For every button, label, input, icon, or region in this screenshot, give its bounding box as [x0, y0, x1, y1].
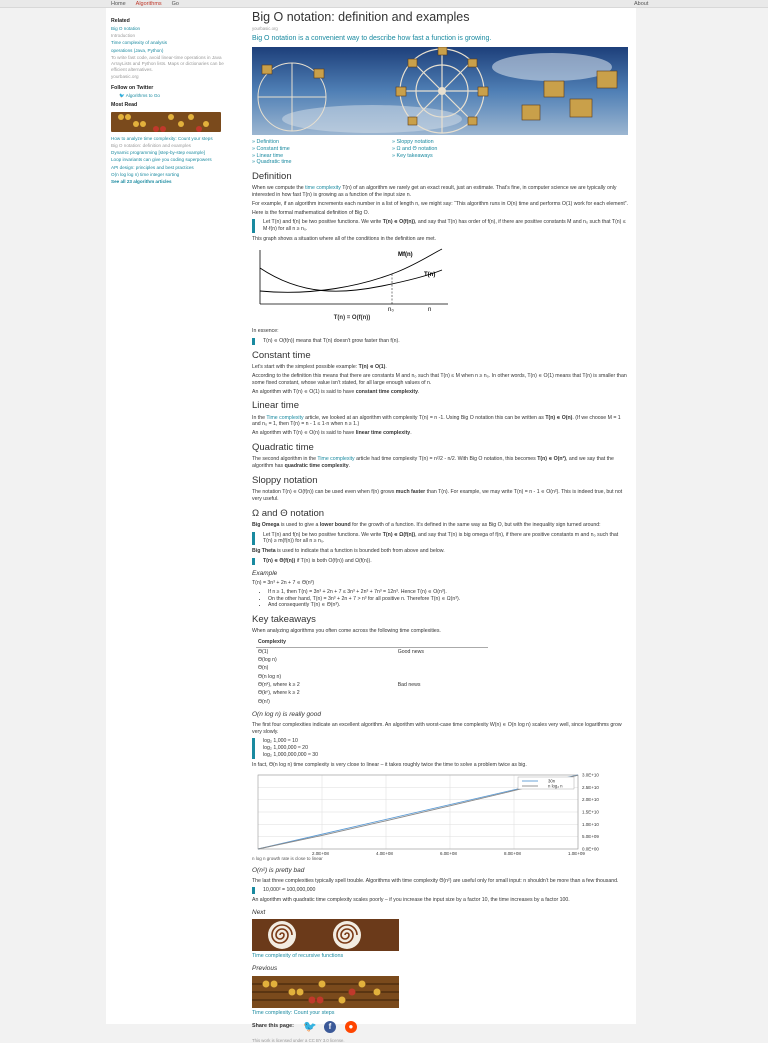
page-title: Big O notation: definition and examples: [252, 10, 470, 24]
table-cell: Bad news: [397, 682, 421, 689]
n2-quote: 10,000² = 100,000,000: [252, 887, 628, 894]
most-read-item[interactable]: Loop invariants can give you coding superpowers: [111, 157, 212, 163]
table-row: [256, 681, 488, 689]
license-text: This work is licensed under a CC BY 3.0 license.: [252, 1037, 345, 1043]
graph-label-t: T(n): [424, 271, 436, 278]
toc-linear-time[interactable]: » Linear time: [252, 152, 284, 159]
y-tick-label: 1.0E+10: [582, 822, 599, 828]
related-item: Introduction: [111, 33, 136, 39]
n2-paragraph-2: An algorithm with quadratic time complexity scales poorly – if you increase the input size by a factor 10, the time increases by a factor 100.: [252, 897, 570, 904]
x-tick-label: 1.0E+09: [568, 851, 585, 857]
table-cell: Θ(n log n): [258, 673, 282, 680]
section-linear-heading: Linear time: [252, 400, 299, 412]
nav-go[interactable]: Go: [171, 1, 179, 7]
related-item: yourbasic.org: [111, 74, 139, 80]
toc-quadratic-time[interactable]: » Quadratic time: [252, 159, 292, 166]
linear-close-paragraph: In fact, Θ(n log n) time complexity is very close to linear – it takes roughly twice the time to solve a problem twice as big.: [252, 761, 527, 768]
follow-heading: Follow on Twitter: [111, 84, 154, 91]
table-cell: [396, 673, 488, 681]
table-of-contents: [252, 139, 628, 166]
x-tick-label: 6.0E+08: [440, 851, 457, 857]
graph-label-mf: Mf(n): [398, 251, 413, 258]
share-label: Share this page:: [252, 1023, 294, 1030]
previous-article-thumbnail[interactable]: [252, 976, 399, 1008]
time-complexity-link-3[interactable]: Time complexity: [317, 456, 355, 463]
related-item[interactable]: operations (Java, Python): [111, 47, 164, 53]
takeaways-paragraph: When analyzing algorithms you often come across the following time complexities.: [252, 628, 441, 635]
table-cell: [396, 698, 488, 706]
legend-label: n log₂ n: [548, 783, 563, 789]
graph-label-n: n: [428, 306, 432, 313]
chart-caption: n log n growth rate is close to linear: [252, 856, 323, 862]
twitter-follow-link[interactable]: [111, 93, 236, 99]
next-article-thumbnail[interactable]: [252, 919, 399, 951]
share-bar: [252, 1021, 628, 1033]
y-tick-label: 5.0E+09: [582, 834, 599, 840]
log-line: log₂ 1,000,000,000 ≈ 30: [263, 751, 319, 758]
example-item: • If n ≥ 1, then T(n) = 3n³ + 2n + 7 ≤ 3n³ + 2n³ + 7n³ = 12n³. Hence T(n) ∊ O(n³).: [268, 589, 628, 596]
omega-paragraph: Big Omega is used to give a lower bound for the growth of a function. It’s defined in the same way as Big O, but with the inequality sign turned around:: [252, 521, 601, 528]
most-read-item: Big O notation: definition and examples: [111, 143, 191, 149]
abacus-thumbnail[interactable]: [111, 112, 221, 132]
table-cell: Good news: [397, 648, 424, 655]
graph-intro: This graph shows a situation where all of the conditions in the definition are met.: [252, 235, 436, 242]
time-complexity-link[interactable]: time complexity: [305, 185, 341, 192]
ferris-wheel-image: [252, 47, 628, 135]
most-read-item[interactable]: How to analyze time complexity: Count your steps: [111, 135, 213, 141]
table-row: [256, 673, 488, 681]
section-omega-theta-heading: Ω and Θ notation: [252, 507, 325, 519]
x-tick-label: 4.0E+08: [376, 851, 393, 857]
constant-paragraph-2: According to the definition this means that there are constants M and n₀ such that T(n) ≤ M when n ≥ n₀. In other words, T(n) ∊ O(1) means that T(n) is smaller than some fixed constant, whose value isn’t stated, for all large enough values of n.: [252, 373, 627, 386]
table-cell: Θ(kⁿ), where k ≥ 2: [258, 690, 300, 697]
x-tick-label: 2.0E+08: [312, 851, 329, 857]
table-row: [256, 690, 488, 698]
linear-paragraph-1: In the Time complexity article, we looked at an algorithm with complexity T(n) = n -1. Using Big O notation this can be written as T(n) ∊ O(n). (If we choose M = 1 and n₀ = 1, then T(n) = n - 1 ≤ 1·n when n ≥ 1.): [252, 414, 621, 428]
nlogn-heading: O(n log n) is really good: [252, 711, 322, 719]
n2-heading: O(n²) is pretty bad: [252, 867, 305, 875]
essence-quote: T(n) ∊ O(f(n)) means that T(n) doesn't grow faster than f(n).: [252, 338, 628, 345]
facebook-share-icon[interactable]: f: [324, 1021, 336, 1033]
complexity-table: [256, 638, 488, 706]
y-tick-label: 1.5E+10: [582, 809, 599, 815]
top-navigation-bar: [0, 0, 768, 8]
toc-sloppy-notation[interactable]: » Sloppy notation: [392, 139, 434, 146]
next-article-link[interactable]: Time complexity of recursive functions: [252, 953, 344, 960]
section-definition-heading: Definition: [252, 171, 292, 183]
example-list: [268, 589, 628, 609]
time-complexity-link-2[interactable]: Time complexity: [266, 414, 304, 421]
table-cell: Θ(log n): [258, 657, 277, 664]
table-cell: Θ(1): [258, 648, 269, 655]
definition-paragraph-3: Here is the formal mathematical definition of Big O.: [252, 209, 370, 216]
quadratic-paragraph: The second algorithm in the Time complexity article had time complexity T(n) = n²/2 - n/2. With Big O notation, this becomes T(n) ∊ O(n²), and we say that the algorithm has quadratic time complexity.: [252, 456, 614, 469]
most-read-heading: Most Read: [111, 101, 138, 108]
essence-paragraph: In essence:: [252, 328, 279, 335]
related-item: To write fast code, avoid linear-time operations in Java ArrayLists and Python lists. Maps or dictionaries can be efficient alternatives.: [111, 54, 224, 73]
table-header: Complexity: [256, 638, 396, 647]
omega-quote: Let T(n) and f(n) be two positive functions. We write T(n) ∊ Ω(f(n)), and say that T(n) is big omega of f(n), if there are positive constants m and n₀ such that T(n) ≥ m(f(n)) for all n ≥ n₀.: [252, 532, 628, 546]
section-takeaways-heading: Key takeaways: [252, 614, 316, 626]
previous-article-link[interactable]: Time complexity: Count your steps: [252, 1009, 335, 1016]
table-cell: [396, 690, 488, 698]
logs-quote: [252, 738, 628, 758]
previous-heading: Previous: [252, 965, 278, 973]
article: [252, 11, 628, 1043]
nlogn-growth-chart: [252, 771, 628, 859]
article-lead: Big O notation is a convenient way to describe how fast a function is growing.: [252, 35, 492, 43]
log-line: log₂ 1,000 ≈ 10: [263, 738, 298, 745]
y-tick-label: 3.0E+10: [582, 772, 599, 778]
x-tick-label: 8.0E+08: [504, 851, 521, 857]
related-item[interactable]: Time complexity of analysis: [111, 40, 167, 46]
y-tick-label: 2.5E+10: [582, 785, 599, 791]
log-line: log₂ 1,000,000 ≈ 20: [263, 745, 308, 751]
toc-constant-time[interactable]: » Constant time: [252, 145, 290, 152]
table-row: [256, 665, 488, 673]
related-list: [111, 26, 236, 81]
sidebar: [111, 16, 236, 186]
table-row: [256, 698, 488, 706]
nav-home[interactable]: Home: [111, 1, 126, 7]
example-formula: T(n) = 3n³ + 2n + 7 ∊ Θ(n³): [252, 580, 315, 587]
section-constant-heading: Constant time: [252, 349, 311, 361]
example-item: • On the other hand, T(n) = 3n³ + 2n + 7 > n³ for all positive n. Therefore T(n) ∊ Ω(n³).: [268, 596, 628, 603]
theta-quote: T(n) ∊ Θ(f(n)) if T(n) is both O(f(n)) and Ω(f(n)).: [252, 558, 628, 565]
toc-omega-theta[interactable]: » Ω and Θ notation: [392, 145, 438, 152]
y-tick-label: 2.0E+10: [582, 797, 599, 803]
most-read-item[interactable]: API design: principles and best practices: [111, 164, 194, 170]
most-read-item[interactable]: Dynamic programming [step-by-step example]: [111, 150, 205, 156]
big-o-definition-graph: [252, 246, 452, 314]
nlogn-paragraph: The first four complexities indicate an excellent algorithm. An algorithm with worst-case time complexity W(n) ∊ O(n log n) scales very well, since logarithms grow very slowly.: [252, 721, 622, 735]
nav-algorithms[interactable]: Algorithms: [136, 1, 162, 9]
table-cell: [396, 665, 488, 673]
toc-definition[interactable]: » Definition: [252, 139, 279, 146]
table-row: [256, 647, 488, 656]
nav-about[interactable]: About: [634, 1, 649, 7]
sloppy-paragraph: The notation T(n) ∊ O(f(n)) can be used even when f(n) grows much faster than T(n). For example, we may write T(n) = n - 1 ∊ O(n²). This is indeed true, but not very useful.: [252, 489, 623, 502]
constant-paragraph-1: Let’s start with the simplest possible example: T(n) ∊ O(1).: [252, 364, 387, 371]
next-heading: Next: [252, 908, 266, 916]
graph-formula: T(n) = O(f(n)): [333, 314, 371, 321]
chart-legend: [518, 777, 574, 789]
n2-paragraph: The last three complexities typically spell trouble. Algorithms with time complexity Θ(n²) are useful only for small input: n shouldn’t be more than a few thousand.: [252, 877, 619, 884]
most-read-list: [111, 136, 236, 178]
graph-label-n0: n₀: [388, 306, 394, 313]
definition-paragraph-1: When we compute the time complexity T(n) of an algorithm we rarely get an exact result, just an estimate. That’s fine, in computer science we are typically only interested in how fast T(n) is growing as a function of the input size n.: [252, 185, 617, 199]
article-byline: yourbasic.org: [252, 25, 278, 31]
twitter-share-icon[interactable]: 🐦: [302, 1020, 317, 1033]
table-cell: Θ(n!): [258, 698, 270, 705]
section-sloppy-heading: Sloppy notation: [252, 474, 318, 486]
section-quadratic-heading: Quadratic time: [252, 441, 314, 453]
related-heading: Related: [111, 18, 130, 24]
reddit-share-icon[interactable]: ●: [345, 1021, 357, 1033]
table-cell: Θ(n): [258, 665, 269, 672]
theta-paragraph: Big Theta is used to indicate that a function is bounded both from above and below.: [252, 548, 445, 555]
follow-label: Algorithms to Go: [125, 92, 160, 98]
see-all-link[interactable]: See all 23 algorithm articles: [111, 179, 172, 185]
table-row: [256, 656, 488, 664]
toc-key-takeaways[interactable]: » Key takeaways: [392, 152, 433, 159]
legend-label: 30n: [548, 778, 556, 784]
example-item: • And consequently T(n) ∊ Θ(n³).: [268, 602, 628, 609]
constant-paragraph-3: An algorithm with T(n) ∊ O(1) is said to have constant time complexity.: [252, 388, 420, 395]
definition-paragraph-2: For example, if an algorithm increments each number in a list of length n, we might say: “This algorithm runs in O(n) time and performs O(1) work for each element”.: [252, 200, 628, 207]
definition-quote: Let T(n) and f(n) be two positive functions. We write T(n) ∊ O(f(n)), and say that T(n) has order of f(n), if there are positive constants M and n₀ such that T(n) ≤ M·f(n) for all n ≥ n₀.: [252, 219, 628, 233]
related-item[interactable]: Big O notation: [111, 26, 141, 32]
linear-paragraph-2: An algorithm with T(n) ∊ O(n) is said to have linear time complexity.: [252, 430, 412, 437]
twitter-bird-icon: 🐦: [119, 92, 125, 98]
y-tick-label: 0.0E+00: [582, 846, 599, 852]
most-read-item[interactable]: O(n log log n) time integer sorting: [111, 171, 180, 177]
example-heading: Example: [252, 569, 278, 577]
table-cell: [396, 656, 488, 664]
table-cell: Θ(nᵏ), where k ≥ 2: [258, 682, 300, 689]
